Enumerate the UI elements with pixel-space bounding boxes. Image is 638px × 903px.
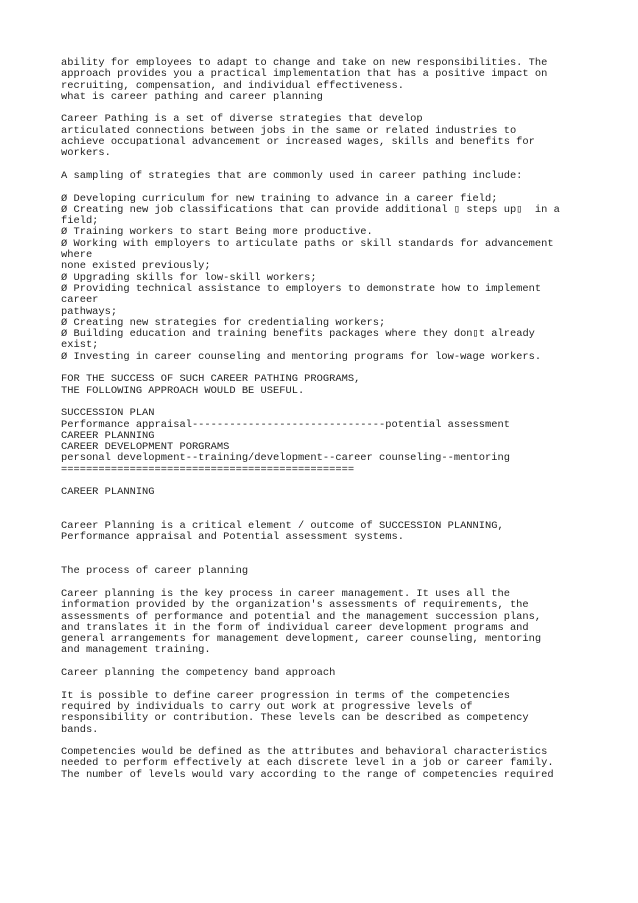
text-line: recruiting, compensation, and individual effectiveness. xyxy=(61,79,404,92)
text-line: achieve occupational advancement or increased wages, skills and benefits for xyxy=(61,136,535,149)
list-item: Ø Investing in career counseling and mentoring programs for low-wage workers. xyxy=(61,350,542,363)
list-item: pathways; xyxy=(61,305,118,318)
text-line: Performance appraisal and Potential assessment systems. xyxy=(61,531,404,544)
list-item: Ø Creating new strategies for credentialing workers; xyxy=(61,316,386,329)
list-item: Ø Creating new job classifications that can provide additional ▯ steps up▯ in a xyxy=(61,203,560,216)
text-line: bands. xyxy=(61,723,99,736)
list-item: Ø Working with employers to articulate paths or skill standards for advancement xyxy=(61,237,554,250)
list-item: Ø Providing technical assistance to employers to demonstrate how to implement xyxy=(61,282,542,295)
text-line: and translates it in the form of individual career development programs and xyxy=(61,621,529,634)
list-item: none existed previously; xyxy=(61,260,211,273)
text-line: CAREER PLANNING xyxy=(61,429,155,442)
text-line: Career Planning is a critical element / outcome of SUCCESSION PLANNING, xyxy=(61,520,504,533)
text-line: required by individuals to carry out work at progressive levels of xyxy=(61,700,473,713)
text-line: Career Pathing is a set of diverse strategies that develop xyxy=(61,113,423,126)
text-line: needed to perform effectively at each discrete level in a job or career family. xyxy=(61,757,554,770)
divider-line: =============================================== xyxy=(61,463,355,476)
text-line: The number of levels would vary according to the range of competencies required xyxy=(61,768,554,781)
text-line: personal development--training/development--career counseling--mentoring xyxy=(61,452,510,465)
text-line: FOR THE SUCCESS OF SUCH CAREER PATHING PROGRAMS, xyxy=(61,373,361,386)
text-line: THE FOLLOWING APPROACH WOULD BE USEFUL. xyxy=(61,384,305,397)
text-line: and management training. xyxy=(61,644,211,657)
text-line: A sampling of strategies that are commonly used in career pathing include: xyxy=(61,169,523,182)
list-item: where xyxy=(61,249,93,262)
text-line: It is possible to define career progression in terms of the competencies xyxy=(61,689,510,702)
list-item: field; xyxy=(61,215,99,228)
list-item: Ø Upgrading skills for low-skill workers; xyxy=(61,271,317,284)
text-line: workers. xyxy=(61,147,111,160)
text-line: CAREER DEVELOPMENT PORGRAMS xyxy=(61,441,230,454)
list-item: career xyxy=(61,294,99,307)
section-heading: Career planning the competency band approach xyxy=(61,667,336,680)
text-line: SUCCESSION PLAN xyxy=(61,407,155,420)
strategies-list xyxy=(61,194,581,363)
list-item: Ø Training workers to start Being more productive. xyxy=(61,226,373,239)
section-question: what is career pathing and career planning xyxy=(61,90,323,103)
text-line: approach provides you a practical implementation that has a positive impact on xyxy=(61,68,548,81)
text-line: assessments of performance and potential and the management succession plans, xyxy=(61,610,542,623)
text-line: ability for employees to adapt to change and take on new responsibilities. The xyxy=(61,57,548,69)
section-heading: CAREER PLANNING xyxy=(61,486,155,499)
text-line: Career planning is the key process in career management. It uses all the xyxy=(61,587,510,600)
section-heading: The process of career planning xyxy=(61,565,249,578)
text-line: Competencies would be defined as the attributes and behavioral characteristics xyxy=(61,746,548,759)
text-line: articulated connections between jobs in the same or related industries to xyxy=(61,124,517,137)
text-line: general arrangements for management development, career counseling, mentoring xyxy=(61,633,542,646)
list-item: Ø Building education and training benefits packages where they don▯t already xyxy=(61,328,535,341)
document-body xyxy=(61,58,581,781)
list-item: Ø Developing curriculum for new training to advance in a career field; xyxy=(61,192,498,205)
text-line: responsibility or contribution. These levels can be described as competency xyxy=(61,712,529,725)
list-item: exist; xyxy=(61,339,99,352)
text-line: information provided by the organization's assessments of requirements, the xyxy=(61,599,529,612)
text-line: Performance appraisal-------------------------------potential assessment xyxy=(61,418,510,431)
